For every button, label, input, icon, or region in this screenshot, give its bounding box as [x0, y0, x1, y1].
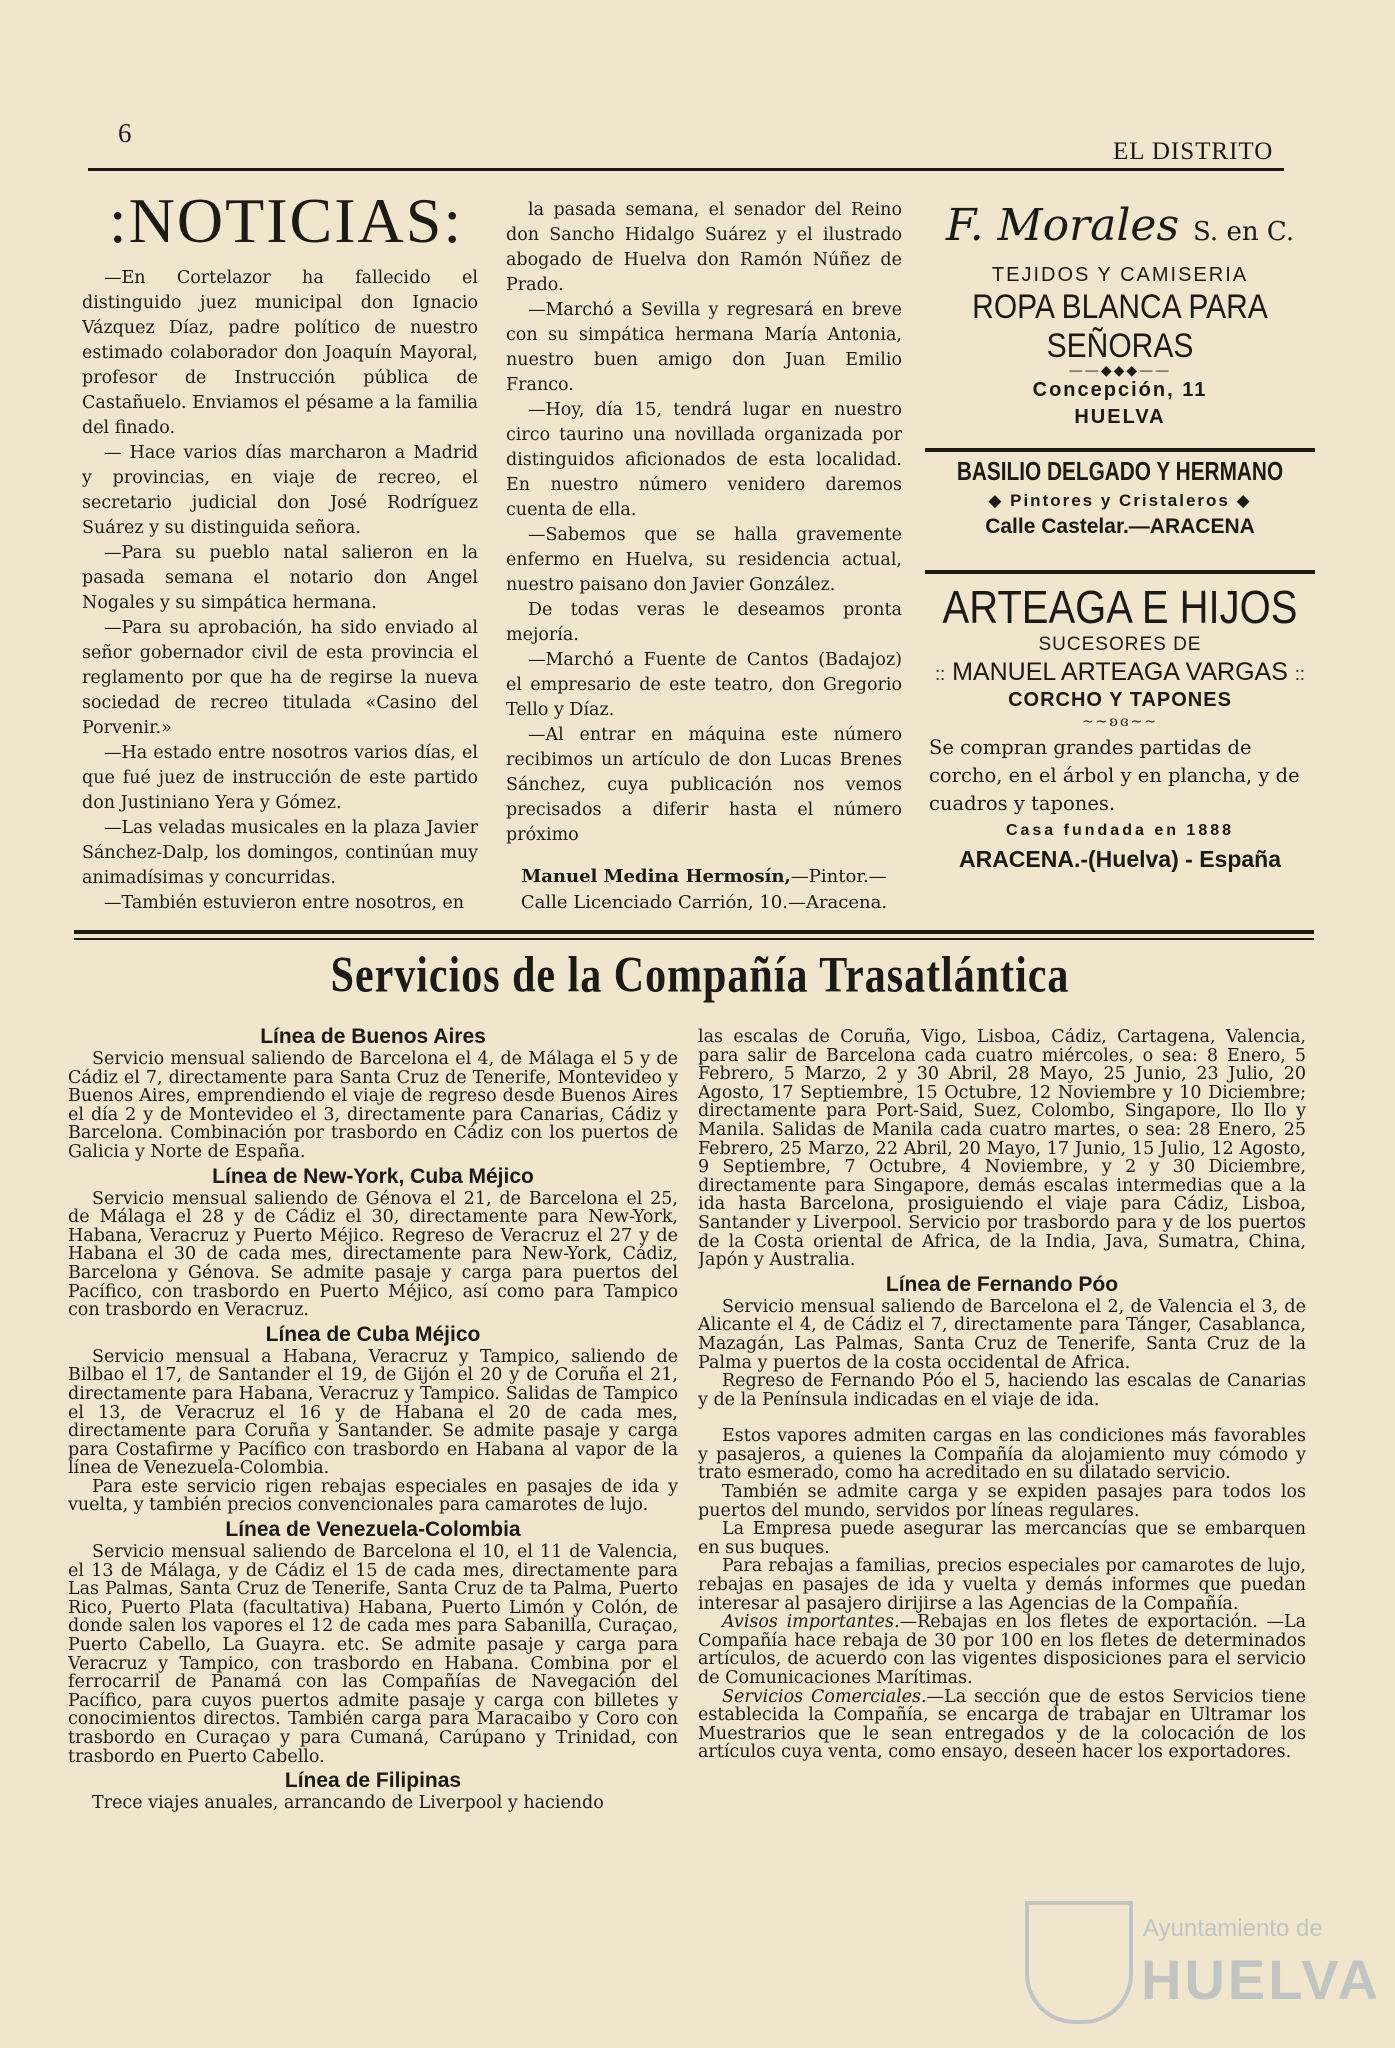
- aviso-text: —Rebajas en los fletes de exportación. —La Compañía hace rebaja de 30 por 100 en los fletes de determinados artículos, de acuerdo con las vigentes disposiciones para el servicio de Comunicaciones Marítimas.: [698, 1612, 1306, 1688]
- paragraph: —Al entrar en máquina este número recibimos un artículo de don Lucas Brenes Sánchez, cuya publicación nos vemos precisados a diferir hasta el número próximo: [506, 725, 902, 845]
- section-rule-thick: [74, 930, 1314, 934]
- arteaga-text: Se compran grandes partidas de corcho, en el árbol y en plancha, y de cuadros y tapones.: [929, 736, 1300, 815]
- morales-name: F. Morales: [945, 200, 1180, 251]
- ad-arteaga: [915, 584, 1325, 873]
- paragraph: La Empresa puede asegurar las mercancías que se embarquen en sus buques.: [698, 1519, 1306, 1558]
- basilio-trade-row: [920, 491, 1320, 511]
- paragraph: Servicio mensual saliendo de Génova el 21, de Barcelona el 25, de Málaga el 28 y de Cádiz el 30, directamente para New-York, Habana, Veracruz y Puerto Méjico. Regreso de Veracruz el 27 y de Habana el 30 de cada mes, directamente para New-York, Cádiz, Barcelona y Génova. Se admite pasaje y carga para puertos del Pacífico, con trasbordo en Puerto Méjico, así como para Tampico con trasbordo en Veracruz.: [68, 1188, 678, 1321]
- colon-ornament-left: :: [108, 185, 129, 256]
- colon-ornament-right: :: [443, 185, 464, 256]
- paragraph: —Para su pueblo natal salieron en la pasada semana el notario don Angel Nogales y su simpática hermana.: [82, 543, 478, 613]
- paragraph: Estos vapores admiten cargas en las condiciones más favorables y pasajeros, a quienes la Compañía da alojamiento muy cómodo y trato esmerado, como ha acreditado en su dilatado servicio.: [698, 1426, 1306, 1484]
- signature-name: Manuel Medina Hermosín,: [521, 866, 791, 887]
- paragraph: Servicio mensual a Habana, Veracruz y Tampico, saliendo de Bilbao el 17, de Santander el 19, de Gijón el 20 y de Coruña el 21, directamente para Habana, Veracruz y Tampico. Salidas de Tampico el 13, de Veracruz el 16 y de Habana el 20 de cada mes, directamente para Coruña y Santander. Se admite pasaje y carga para Costafirme y Pacífico con trasbordo en Habana al vapor de la línea de Venezuela-Colombia.: [68, 1346, 678, 1479]
- ornament-divider: ——◆◆◆——: [1068, 363, 1172, 379]
- paragraph: —En Cortelazor ha fallecido el distinguido juez municipal don Ignacio Vázquez Díaz, padre político de nuestro estimado colaborador don Joaquín Mayoral, profesor de Instrucción pública de Castañuelo. Enviamos el pésame a la familia del finado.: [82, 268, 478, 438]
- morales-line1: TEJIDOS Y CAMISERIA: [991, 264, 1249, 286]
- page-number: 6: [118, 118, 132, 148]
- line-heading: Línea de Buenos Aires: [260, 1025, 486, 1048]
- paragraph: También se admite carga y se expiden pasajes para todos los puertos del mundo, servidos por líneas regulares.: [698, 1482, 1306, 1521]
- ad-rule-1: [925, 448, 1315, 452]
- paragraph: —Las veladas musicales en la plaza Javier Sánchez-Dalp, los domingos, continúan muy animadísimas y concurridas.: [82, 818, 478, 888]
- comerciales: [698, 1688, 1306, 1762]
- arteaga-sub1: SUCESORES DE: [1038, 634, 1202, 655]
- servicios-right-column: [698, 1028, 1306, 1898]
- paragraph: —Para su aprobación, ha sido enviado al señor gobernador civil de esta provincia el reglamento por que ha de regirse la nueva sociedad de recreo titulada «Casino del Porvenir.»: [82, 618, 478, 738]
- line-heading: Línea de Cuba Méjico: [265, 1322, 481, 1346]
- noticias-column-1: [82, 266, 478, 916]
- comerciales-label: Servicios Comerciales.: [722, 1686, 927, 1707]
- ornament-dots: ::: [935, 664, 946, 684]
- paragraph: De todas veras le deseamos pronta mejoría.: [506, 600, 902, 645]
- ad-basilio: [920, 456, 1320, 539]
- aviso: [698, 1613, 1306, 1687]
- line-heading: Línea de Filipinas: [284, 1769, 462, 1793]
- noticias-title: NOTICIAS: [128, 185, 444, 256]
- signature-address: Calle Licenciado Carrión, 10.—Aracena.: [520, 892, 888, 913]
- basilio-name: BASILIO DELGADO Y HERMANO: [956, 456, 1284, 486]
- paragraph: Servicio mensual saliendo de Barcelona el 10, el 11 de Valencia, el 13 de Málaga, y de Cádiz el 15 de cada mes, directamente para Las Palmas, Santa Cruz de Tenerife, Santa Cruz de ta Palma, Puerto Rico, Puerto Plata (facultativa) Habana, Puerto Limón y Colón, de donde salen los vapores el 12 de cada mes para Sabanilla, Curaçao, Puerto Cabello, La Guayra. etc. Se admite pasaje y carga para Veracruz y Tampico, con trasbordo en Habana. Combina por el ferrocarril de Panamá con las Compañías de Navegación del Pacífico, para cuyos puertos admite pasaje y carga con billetes y conocimientos directos. También carga para Maracaibo y Coro con trasbordo en Curaçao y para Cumaná, Carúpano y Trinidad, con trasbordo en Puerto Cabello.: [68, 1542, 678, 1767]
- noticias-title-wrap: [86, 178, 486, 264]
- signature: [506, 864, 902, 916]
- noticias-column-2: [506, 198, 902, 898]
- watermark-line2: HUELVA: [1141, 1948, 1381, 2011]
- spacer: [698, 1409, 1306, 1427]
- arteaga-place: ARACENA.-(Huelva) - España: [958, 846, 1282, 872]
- ad-morales: [920, 198, 1320, 429]
- basilio-address: Calle Castelar.—ARACENA: [985, 515, 1255, 538]
- paragraph: la pasada semana, el senador del Reino don Sancho Hidalgo Suárez y el ilustrado abogado de Huelva don Ramón Núñez de Prado.: [506, 200, 902, 295]
- ornament-dots: ::: [1294, 664, 1305, 684]
- paragraph: Servicio mensual saliendo de Barcelona el 4, de Málaga el 5 y de Cádiz el 7, directamente para Santa Cruz de Tenerife, Montevideo y Buenos Aires, emprendiendo el viaje de regreso desde Buenos Aires el día 2 y de Montevideo el 3, directamente para Canarias, Cádiz y Barcelona. Combinación por trasbordo en Cádiz con los puertos de Galicia y Norte de España.: [68, 1049, 678, 1162]
- newspaper-name: EL DISTRITO: [1113, 138, 1274, 165]
- watermark-logo: [1025, 1893, 1381, 2023]
- paragraph: —Hoy, día 15, tendrá lugar en nuestro circo taurino una novillada organizada por distinguidos aficionados de esta localidad. En nuestro número venidero daremos cuenta de ella.: [506, 400, 902, 520]
- arteaga-name: ARTEAGA E HIJOS: [942, 582, 1298, 634]
- paragraph: —Ha estado entre nosotros varios días, el que fué juez de instrucción de este partido don Justiniano Yera y Gómez.: [82, 743, 478, 813]
- arteaga-sub3: CORCHO Y TAPONES: [1008, 689, 1232, 711]
- line-heading: Línea de Venezuela-Colombia: [225, 1518, 521, 1542]
- paragraph: las escalas de Coruña, Vigo, Lisboa, Cádiz, Cartagena, Valencia, para salir de Barcelona cada cuatro miércoles, o sea: 8 Enero, 5 Febrero, 5 Marzo, 2 y 30 Abril, 28 Mayo, 25 Junio, 23 Julio, 20 Agosto, 17 Septiembre, 15 Octubre, 12 Noviembre y 10 Diciembre; directamente para Port-Said, Suez, Colombo, Singapore, Ilo Ilo y Manila. Salidas de Manila cada cuatro martes, o sea: 28 Enero, 25 Febrero, 25 Marzo, 22 Abril, 20 Mayo, 17 Junio, 15 Julio, 12 Agosto, 9 Septiembre, 7 Octubre, 4 Noviembre, y 2 y 30 Diciembre, directamente para Singapore, demás escalas intermedias que a la ida hasta Barcelona, prosiguiendo el viaje para Cádiz, Lisboa, Santander y Liverpool. Servicio por trasbordo para y de los puertos de la Costa oriental de Africa, de la India, Java, Sumatra, China, Japón y Australia.: [698, 1028, 1306, 1271]
- paragraph: —Marchó a Fuente de Cantos (Badajoz) el empresario de este teatro, don Gregorio Tello y Díaz.: [506, 650, 902, 720]
- paragraph: Servicio mensual saliendo de Barcelona el 2, de Valencia el 3, de Alicante el 4, de Cádiz el 7, directamente para Tánger, Casablanca, Mazagán, Las Palmas, Santa Cruz de Tenerife, Santa Cruz de la Palma y puertos de la costa occidental de Africa.: [698, 1296, 1306, 1373]
- paragraph: Regreso de Fernando Póo el 5, haciendo las escalas de Canarias y de la Península indicadas en el viaje de ida.: [698, 1371, 1306, 1410]
- aviso-label: Avisos importantes.: [722, 1612, 900, 1633]
- paragraph: Para este servicio rigen rebajas especiales en pasajes de ida y vuelta, y también precios convencionales para camarotes de lujo.: [68, 1476, 678, 1516]
- signature-role: —Pintor.—: [790, 866, 887, 887]
- paragraph: Trece viajes anuales, arrancando de Liverpool y haciendo: [92, 1793, 604, 1814]
- morales-line4: HUELVA: [1074, 406, 1166, 428]
- paragraph: —Sabemos que se halla gravemente enfermo en Huelva, su residencia actual, nuestro paisano don Javier González.: [506, 525, 902, 595]
- diamond-icon: ◆: [988, 491, 1004, 510]
- servicios-title: Servicios de la Compañía Trasatlántica: [330, 948, 1070, 1004]
- line-heading: Línea de Fernando Póo: [885, 1272, 1119, 1296]
- ornament-divider: ~~ʚɞ~~: [1081, 714, 1159, 730]
- paragraph: —También estuvieron entre nosotros, en: [104, 893, 464, 913]
- ad-rule-2: [925, 570, 1315, 574]
- paragraph: —Marchó a Sevilla y regresará en breve con su simpática hermana María Antonia, nuestro buen amigo don Juan Emilio Franco.: [506, 300, 902, 395]
- section-rule-thin: [74, 938, 1314, 940]
- diamond-icon: ◆: [1236, 491, 1252, 510]
- coat-of-arms-icon: [1025, 1901, 1133, 2024]
- paragraph: — Hace varios días marcharon a Madrid y provincias, en viaje de recreo, el secretario judicial don José Rodríguez Suárez y su distinguida señora.: [82, 443, 478, 538]
- comerciales-text: —La sección que de estos Servicios tiene establecida la Compañía, se encarga de trabajar en Ultramar los Muestrarios que le sean entregados y de la colocación de los artículos cuya venta, como ensayo, deseen hacer los exportadores.: [698, 1686, 1306, 1763]
- arteaga-sub2-row: [915, 658, 1325, 687]
- arteaga-founded: Casa fundada en 1888: [1005, 822, 1235, 839]
- paragraph: Para rebajas a familias, precios especiales por camarotes de lujo, rebajas en pasajes de ida y vuelta y demás informes que puedan interesar al pasajero dirijirse a las Agencias de la Compañía.: [698, 1556, 1306, 1614]
- watermark-line1: Ayuntamiento de: [1143, 1915, 1323, 1942]
- morales-suffix: S. en C.: [1193, 217, 1295, 247]
- morales-line2: ROPA BLANCA PARA SEÑORAS: [972, 287, 1268, 365]
- arteaga-sub2: MANUEL ARTEAGA VARGAS: [952, 658, 1288, 686]
- servicios-left-column: [68, 1022, 678, 1902]
- line-heading: Línea de New-York, Cuba Méjico: [212, 1164, 534, 1188]
- header-rule: [88, 168, 1284, 171]
- morales-line3: Concepción, 11: [1032, 379, 1208, 401]
- basilio-trade: Pintores y Cristaleros: [1010, 491, 1230, 510]
